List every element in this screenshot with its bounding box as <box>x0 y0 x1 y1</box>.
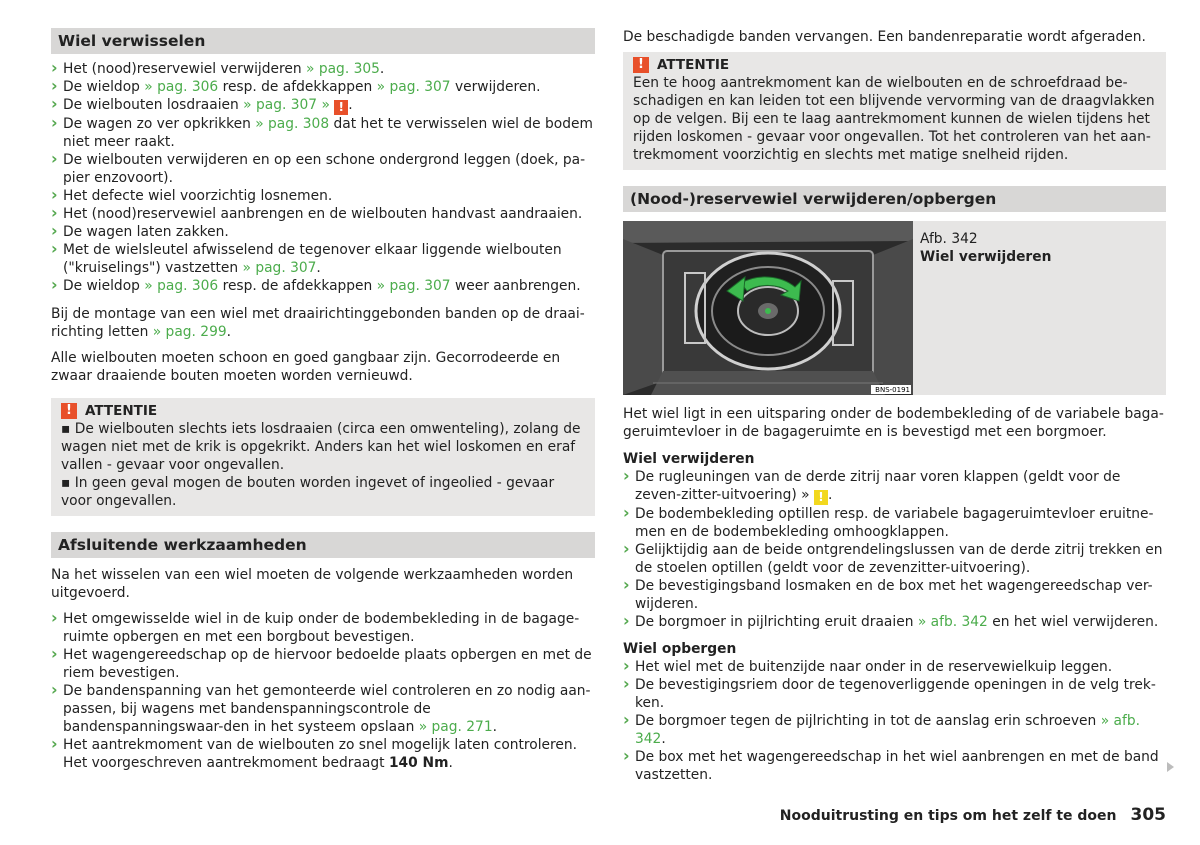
list-item: › Het (nood)reservewiel verwijderen » pag. 305. <box>51 60 595 78</box>
spare-wheel-illustration-svg <box>623 221 913 395</box>
list-item: › De wieldop » pag. 306 resp. de afdekkappen » pag. 307 weer aanbrengen. <box>51 277 595 295</box>
steps-wiel-opbergen <box>623 658 1166 784</box>
list-item: › Het wiel met de buitenzijde naar onder in de reservewielkuip leggen. <box>623 658 1166 676</box>
list-item: › De bevestigingsband losmaken en de box met het wagengereedschap ver-wijderen. <box>623 577 1166 613</box>
page-link[interactable]: » pag. 307 <box>243 97 318 113</box>
warning-item: ▪ De wielbouten slechts iets losdraaien (circa een omwenteling), zolang de wagen niet met de krik is opgekrikt. Anders kan het wiel loskomen en eraf vallen - gevaar voor ongevallen. <box>61 421 581 473</box>
list-item: › De wagen zo ver opkrikken » pag. 308 dat het te verwisselen wiel de bodem niet meer raakt. <box>51 115 595 151</box>
list-item: › De wieldop » pag. 306 resp. de afdekkappen » pag. 307 verwijderen. <box>51 78 595 96</box>
list-item: › De bandenspanning van het gemonteerde wiel controleren en zo nodig aan-passen, bij wagens met bandenspanningscontrole de bandenspanningswaar-den in het systeem opslaan » pag. 271. <box>51 682 595 736</box>
page-link[interactable]: » pag. 307 <box>242 260 317 276</box>
section-heading-afsluitende-werkzaamheden: Afsluitende werkzaamheden <box>51 530 595 558</box>
section-heading-wiel-verwisselen: Wiel verwisselen <box>51 26 595 54</box>
paragraph-wielbouten: Alle wielbouten moeten schoon en goed gangbaar zijn. Gecorrodeerde en zwaar draaiende bouten moeten worden vernieuwd. <box>51 350 561 384</box>
warning-icon: ! <box>633 57 649 73</box>
list-item: › De borgmoer in pijlrichting eruit draaien » afb. 342 en het wiel verwijderen. <box>623 613 1166 631</box>
page-number: 305 <box>1130 805 1166 825</box>
warning-title: ATTENTIE <box>657 57 730 73</box>
warning-icon[interactable]: ! <box>334 100 348 115</box>
figure-code: BNS-0191 <box>875 386 910 394</box>
page-footer <box>780 805 1166 825</box>
list-item: › De wielbouten losdraaien » pag. 307 » ! . <box>51 96 595 115</box>
steps-wiel-verwijderen <box>623 468 1166 631</box>
list-item: › Het defecte wiel voorzichtig losnemen. <box>51 187 595 205</box>
steps-wiel-verwisselen <box>51 60 595 295</box>
page-link[interactable]: » pag. 306 <box>144 79 219 95</box>
figure-title: Wiel verwijderen <box>920 249 1052 265</box>
subheading-wiel-opbergen: Wiel opbergen <box>623 641 737 657</box>
list-item: › Het (nood)reservewiel aanbrengen en de wielbouten handvast aandraaien. <box>51 205 595 223</box>
figure-link[interactable]: » afb. 342 <box>917 614 988 630</box>
spare-wheel-illustration <box>623 221 913 395</box>
list-item: › De rugleuningen van de derde zitrij naar voren klappen (geldt voor de zeven-zitter-uitvoering) » ! . <box>623 468 1166 505</box>
list-item: › De wielbouten verwijderen en op een schone ondergrond leggen (doek, pa-pier enzovoort). <box>51 151 595 187</box>
list-item: › Met de wielsleutel afwisselend de tegenover elkaar liggende wielbouten ("kruiselings") vastzetten » pag. 307. <box>51 241 595 277</box>
warning-header <box>61 402 585 420</box>
list-item: › De borgmoer tegen de pijlrichting in tot de aanslag erin schroeven » afb. 342. <box>623 712 1166 748</box>
page-link[interactable]: » pag. 307 <box>376 79 451 95</box>
page-link[interactable]: » pag. 305 <box>306 61 380 77</box>
list-item: › Gelijktijdig aan de beide ontgrendelingslussen van de derde zitrij trekken en de stoelen optillen (geldt voor de zevenzitter-uitvoering). <box>623 541 1166 577</box>
figure-caption <box>920 230 1051 266</box>
steps-afsluitende <box>51 610 595 772</box>
warning-box <box>51 398 595 516</box>
figure-number: Afb. 342 <box>920 231 978 247</box>
page-link[interactable]: » pag. 299 <box>152 324 227 340</box>
figure-342 <box>623 221 1166 395</box>
paragraph-draairichting: Bij de montage van een wiel met draairichtinggebonden banden op de draai-richting letten » pag. 299. <box>51 306 585 340</box>
continue-arrow-icon <box>1167 762 1174 772</box>
page-link[interactable]: » pag. 308 <box>255 116 330 132</box>
left-column <box>51 26 595 772</box>
figure-link[interactable]: » afb. 342 <box>635 713 1140 747</box>
warning-text: Een te hoog aantrekmoment kan de wielbouten en de schroefdraad be-schadigen en kan leiden tot een blijvende vervorming van de draagvlakken op de velgen. Bij een te laag aantrekmoment kunnen de wielen tijdens het rijden loskomen - gevaar voor ongevallen. Tot het controleren van het aan-trekmoment voorzichtig en slechts met matige snelheid rijden. <box>633 75 1155 163</box>
warning-icon: ! <box>61 403 77 419</box>
paragraph-wiel-ligt: Het wiel ligt in een uitsparing onder de bodembekleding of de variabele baga-geruimtevloer in de bagageruimte en is bevestigd met een borgmoer. <box>623 406 1164 440</box>
list-item: › Het wagengereedschap op de hiervoor bedoelde plaats opbergen en met de riem bevestigen. <box>51 646 595 682</box>
page-link[interactable]: » pag. 306 <box>144 278 219 294</box>
torque-value: 140 Nm <box>388 755 449 771</box>
list-item: › Het aantrekmoment van de wielbouten zo snel mogelijk laten controleren. Het voorgeschreven aantrekmoment bedraagt 140 Nm. <box>51 736 595 772</box>
chapter-title: Nooduitrusting en tips om het zelf te doen <box>779 808 1117 824</box>
warning-header <box>633 56 1156 74</box>
right-column <box>623 26 1166 784</box>
caution-icon[interactable]: ! <box>814 490 828 505</box>
list-item: › De bevestigingsriem door de tegenoverliggende openingen in de velg trek-ken. <box>623 676 1166 712</box>
warning-title: ATTENTIE <box>85 403 158 419</box>
list-item: › De wagen laten zakken. <box>51 223 595 241</box>
section-heading-reservewiel: (Nood-)reservewiel verwijderen/opbergen <box>623 184 1166 212</box>
warning-item: ▪ In geen geval mogen de bouten worden ingevet of ingeolied - gevaar voor ongevallen. <box>61 475 555 509</box>
paragraph-banden: De beschadigde banden vervangen. Een bandenreparatie wordt afgeraden. <box>623 29 1146 45</box>
list-item: › Het omgewisselde wiel in de kuip onder de bodembekleding in de bagage-ruimte opbergen en met een borgbout bevestigen. <box>51 610 595 646</box>
warning-box <box>623 52 1166 170</box>
page-link[interactable]: » pag. 271 <box>418 719 493 735</box>
page-link[interactable]: » pag. 307 <box>376 278 451 294</box>
paragraph-intro: Na het wisselen van een wiel moeten de volgende werkzaamheden worden uitgevoerd. <box>51 567 574 601</box>
subheading-wiel-verwijderen: Wiel verwijderen <box>623 451 755 467</box>
list-item: › De box met het wagengereedschap in het wiel aanbrengen en met de band vastzetten. <box>623 748 1166 784</box>
list-item: › De bodembekleding optillen resp. de variabele bagageruimtevloer eruitne-men en de bodembekleding omhoogklappen. <box>623 505 1166 541</box>
